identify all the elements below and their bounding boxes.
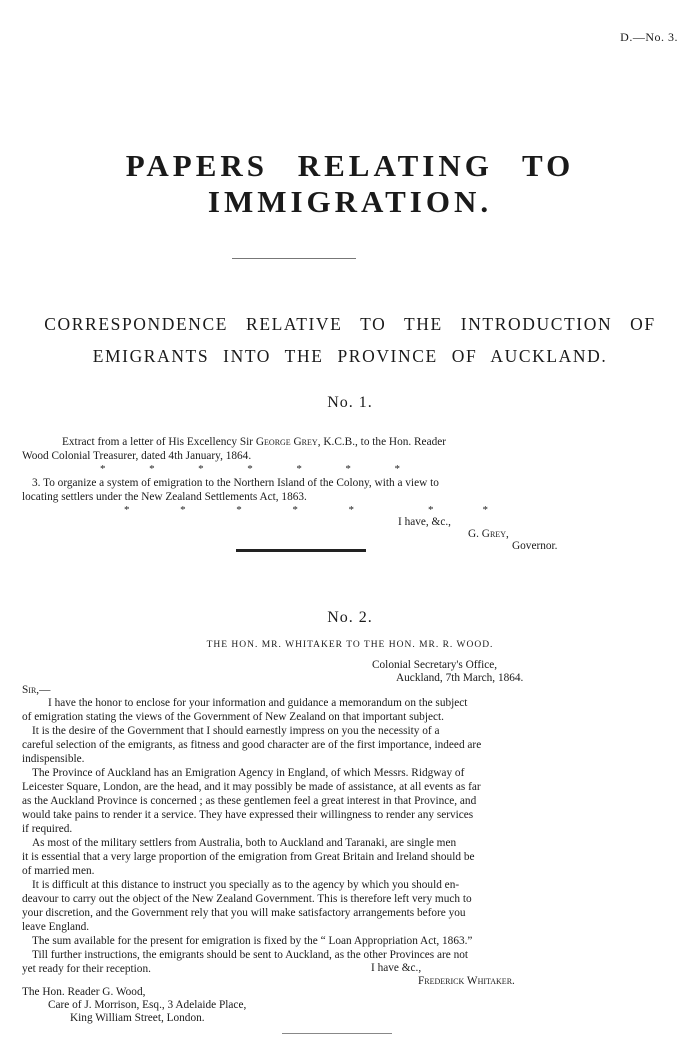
letter-signature: Frederick Whitaker. — [418, 975, 515, 987]
letter-line: careful selection of the emigrants, as fitness and good character are of the first importance, indeed are — [22, 739, 482, 751]
paragraph-3-line-2: locating settlers under the New Zealand Settlements Act, 1863. — [22, 491, 307, 503]
page-title: PAPERS RELATING TO IMMIGRATION. — [125, 148, 575, 219]
letter-line: The sum available for the present for emigration is fixed by the “ Loan Appropriation Act, 1863.” — [32, 935, 473, 947]
letter-caption: THE HON. MR. WHITAKER TO THE HON. MR. R. WOOD. — [206, 640, 494, 650]
star: * — [198, 463, 204, 475]
star: * — [124, 504, 130, 516]
intro-text-rest: , K.C.B., to the Hon. Reader — [317, 436, 447, 448]
star: * — [236, 504, 242, 516]
letter-line: your discretion, and the Government rely that you will make satisfactory arrangements before you — [22, 907, 466, 919]
star: * — [149, 463, 155, 475]
letter-line: Leicester Square, London, are the head, and it may possibly be made of assistance, at all events as far — [22, 781, 481, 793]
section-title-line-2: EMIGRANTS INTO THE PROVINCE OF AUCKLAND. — [92, 346, 608, 366]
document-1-intro-line-1 — [62, 436, 446, 449]
signature-role: Governor. — [512, 540, 558, 552]
ellipsis-stars — [428, 504, 488, 516]
document-1-intro-line-2: Wood Colonial Treasurer, dated 4th January, 1864. — [22, 450, 252, 462]
star: * — [100, 463, 106, 475]
star: * — [394, 463, 400, 475]
letter-line: would take pains to render it a service. They have expressed their willingness to render any services — [22, 809, 474, 821]
letter-line: It is difficult at this distance to instruct you specially as to the agency by which you should en- — [32, 879, 460, 891]
star: * — [348, 504, 354, 516]
star: * — [296, 463, 302, 475]
recipient-address-line-2: King William Street, London. — [70, 1012, 205, 1024]
recipient-name: The Hon. Reader G. Wood, — [22, 986, 146, 998]
section-divider — [236, 549, 366, 552]
letter-place-date: Auckland, 7th March, 1864. — [396, 672, 524, 684]
star: * — [292, 504, 298, 516]
letter-office: Colonial Secretary's Office, — [372, 659, 498, 671]
letter-line: as the Auckland Province is concerned ; as these gentlemen feel a great interest in that Province, and — [22, 795, 477, 807]
letter-line: leave England. — [22, 921, 90, 933]
intro-name: George Grey — [255, 436, 318, 448]
section-title-line-1: CORRESPONDENCE RELATIVE TO THE INTRODUCTION OF — [44, 314, 656, 334]
end-divider — [282, 1033, 392, 1034]
intro-text: Extract from a letter of His Excellency Sir — [62, 436, 254, 448]
letter-line: Till further instructions, the emigrants should be sent to Auckland, as the other Provinces are not — [32, 949, 469, 961]
letter-line: I have the honor to enclose for your information and guidance a memorandum on the subject — [48, 697, 468, 709]
closing: I have, &c., — [398, 516, 452, 528]
star: * — [345, 463, 351, 475]
letter-line: It is the desire of the Government that I should earnestly impress on you the necessity of a — [32, 725, 440, 737]
letter-closing: I have &c., — [371, 962, 422, 974]
letter-line: of married men. — [22, 865, 95, 877]
document-reference: D.—No. 3. — [620, 30, 678, 44]
salutation: Sir,— — [22, 684, 51, 696]
letter-line: it is essential that a very large proportion of the emigration from Great Britain and Ireland should be — [22, 851, 475, 863]
letter-line: The Province of Auckland has an Emigration Agency in England, of which Messrs. Ridgway of — [32, 767, 465, 779]
star: * — [180, 504, 186, 516]
signature: G. Grey, — [468, 528, 509, 540]
document-2-heading: No. 2. — [327, 609, 373, 626]
letter-line: indispensible. — [22, 753, 85, 765]
letter-line: yet ready for their reception. — [22, 963, 151, 975]
letter-line: As most of the military settlers from Australia, both to Auckland and Taranaki, are single men — [32, 837, 457, 849]
star: * — [247, 463, 253, 475]
star: * — [482, 504, 488, 516]
title-divider — [232, 258, 356, 259]
letter-line: deavour to carry out the object of the New Zealand Government. This is therefore left very much to — [22, 893, 472, 905]
letter-line: of emigration stating the views of the Government of New Zealand on that important subject. — [22, 711, 444, 723]
ellipsis-stars — [100, 463, 400, 475]
ellipsis-stars — [124, 504, 354, 516]
paragraph-3-line-1: 3. To organize a system of emigration to the Northern Island of the Colony, with a view to — [32, 477, 439, 489]
letter-line: if required. — [22, 823, 73, 835]
star: * — [428, 504, 434, 516]
recipient-address-line-1: Care of J. Morrison, Esq., 3 Adelaide Place, — [48, 999, 247, 1011]
document-1-heading: No. 1. — [327, 394, 373, 411]
